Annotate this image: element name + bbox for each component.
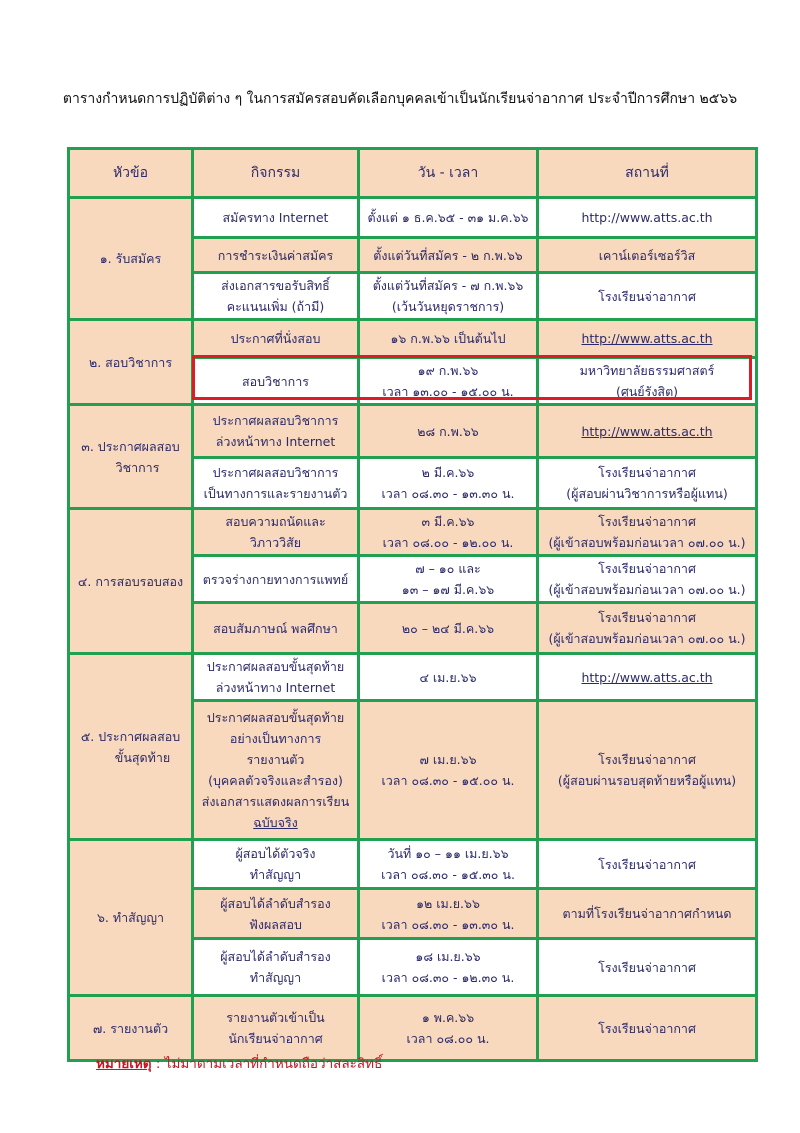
place-cell: โรงเรียนจ่าอากาศ (ผู้สอบผ่านวิชาการหรือผู้แทน): [538, 458, 757, 509]
topic-label: ๕. ประกาศผลสอบ: [80, 728, 181, 744]
date-cell: ๑๒ เม.ย.๖๖ เวลา ๐๘.๓๐ - ๑๓.๓๐ น.: [359, 889, 538, 939]
place-cell: โรงเรียนจ่าอากาศ: [538, 996, 757, 1061]
date-cell: ๓ มี.ค.๖๖ เวลา ๐๘.๐๐ - ๑๒.๐๐ น.: [359, 509, 538, 556]
date-cell: ตั้งแต่วันที่สมัคร - ๒ ก.พ.๖๖: [359, 238, 538, 273]
date-cell: ๑๖ ก.พ.๖๖ เป็นต้นไป: [359, 320, 538, 358]
note-separator: :: [151, 1056, 165, 1072]
activity-cell: รายงานตัวเข้าเป็น นักเรียนจ่าอากาศ: [193, 996, 359, 1061]
website-link[interactable]: http://www.atts.ac.th: [581, 669, 713, 685]
header-datetime: วัน - เวลา: [359, 149, 538, 198]
place-cell[interactable]: [538, 654, 757, 701]
header-place: สถานที่: [538, 149, 757, 198]
note-text: ไม่มาตามเวลาที่กำหนดถือว่าสละสิทธิ์: [164, 1056, 383, 1072]
table-row: [69, 320, 757, 358]
place-cell: โรงเรียนจ่าอากาศ (ผู้สอบผ่านรอบสุดท้ายหรือผู้แทน): [538, 701, 757, 840]
activity-cell: ผู้สอบได้ลำดับสำรอง ทำสัญญา: [193, 939, 359, 996]
date-cell: ตั้งแต่วันที่สมัคร - ๗ ก.พ.๖๖ (เว้นวันหยุดราชการ): [359, 273, 538, 320]
date-cell: ๗ – ๑๐ และ ๑๓ – ๑๗ มี.ค.๖๖: [359, 556, 538, 603]
header-row: [69, 149, 757, 198]
header-topic: หัวข้อ: [69, 149, 193, 198]
topic-label: ๗. รายงานตัว: [92, 1020, 169, 1036]
date-cell: ตั้งแต่ ๑ ธ.ค.๖๕ - ๓๑ ม.ค.๖๖: [359, 198, 538, 238]
activity-cell: ตรวจร่างกายทางการแพทย์: [193, 556, 359, 603]
topic-cell-2: [69, 320, 193, 405]
date-cell: ๒๘ ก.พ.๖๖: [359, 405, 538, 458]
place-cell: โรงเรียนจ่าอากาศ: [538, 273, 757, 320]
document-title: ตารางกำหนดการปฏิบัติต่าง ๆ ในการสมัครสอบคัดเลือกบุคคลเข้าเป็นนักเรียนจ่าอากาศ ประจำปีการศึกษา ๒๕๖๖: [62, 91, 738, 107]
website-link[interactable]: http://www.atts.ac.th: [581, 423, 713, 439]
place-cell[interactable]: [538, 405, 757, 458]
place-cell: โรงเรียนจ่าอากาศ (ผู้เข้าสอบพร้อมก่อนเวลา ๐๗.๐๐ น.): [538, 603, 757, 654]
activity-cell: ประกาศผลสอบขั้นสุดท้าย ล่วงหน้าทาง Internet: [193, 654, 359, 701]
date-cell: ๒๐ – ๒๔ มี.ค.๖๖: [359, 603, 538, 654]
topic-cell-4: [69, 509, 193, 654]
table-row: [69, 509, 757, 556]
topic-label: ๒. สอบวิชาการ: [88, 354, 173, 370]
date-cell: ๗ เม.ย.๖๖ เวลา ๐๘.๓๐ - ๑๕.๐๐ น.: [359, 701, 538, 840]
place-cell[interactable]: [538, 198, 757, 238]
website-link[interactable]: http://www.atts.ac.th: [581, 210, 713, 225]
topic-label: ๑. รับสมัคร: [99, 251, 162, 266]
activity-cell: สอบวิชาการ: [193, 358, 359, 405]
activity-cell: ประกาศที่นั่งสอบ: [193, 320, 359, 358]
topic-label: ๓. ประกาศผลสอบ: [81, 438, 180, 454]
topic-cell-1: [69, 198, 193, 320]
topic-cell-3: [69, 405, 193, 509]
activity-cell: ผู้สอบได้ตัวจริง ทำสัญญา: [193, 840, 359, 889]
activity-cell: ประกาศผลสอบวิชาการ ล่วงหน้าทาง Internet: [193, 405, 359, 458]
date-cell: ๒ มี.ค.๖๖ เวลา ๐๘.๓๐ - ๑๓.๓๐ น.: [359, 458, 538, 509]
activity-cell: การชำระเงินค่าสมัคร: [193, 238, 359, 273]
date-cell: ๑๘ เม.ย.๖๖ เวลา ๐๘.๓๐ - ๑๒.๓๐ น.: [359, 939, 538, 996]
topic-label: วิชาการ: [115, 459, 160, 475]
table-row: [69, 198, 757, 238]
topic-cell-6: [69, 840, 193, 996]
topic-label: ๖. ทำสัญญา: [96, 910, 165, 925]
place-cell: โรงเรียนจ่าอากาศ (ผู้เข้าสอบพร้อมก่อนเวลา ๐๗.๐๐ น.): [538, 556, 757, 603]
date-cell: ๔ เม.ย.๖๖: [359, 654, 538, 701]
footnote: [96, 1052, 382, 1074]
activity-cell: สอบความถนัดและ วิภาววิสัย: [193, 509, 359, 556]
activity-cell: ประกาศผลสอบขั้นสุดท้าย อย่างเป็นทางการ รายงานตัว (บุคคลตัวจริงและสำรอง) ส่งเอกสารแสดงผลการเรียน ฉบับจริง: [193, 701, 359, 840]
activity-cell: ประกาศผลสอบวิชาการ เป็นทางการและรายงานตัว: [193, 458, 359, 509]
table-row: [69, 654, 757, 701]
place-cell: โรงเรียนจ่าอากาศ: [538, 939, 757, 996]
place-cell[interactable]: [538, 320, 757, 358]
place-cell: เคาน์เตอร์เซอร์วิส: [538, 238, 757, 273]
note-label: หมายเหตุ: [96, 1056, 152, 1072]
place-cell: มหาวิทยาลัยธรรมศาสตร์ (ศูนย์รังสิต): [538, 358, 757, 405]
topic-label: ๔. การสอบรอบสอง: [77, 573, 184, 589]
table-row: [69, 405, 757, 458]
activity-cell: สอบสัมภาษณ์ พลศึกษา: [193, 603, 359, 654]
date-cell: วันที่ ๑๐ – ๑๑ เม.ย.๖๖ เวลา ๐๘.๓๐ - ๑๕.๓๐ น.: [359, 840, 538, 889]
activity-cell: ส่งเอกสารขอรับสิทธิ์ คะแนนเพิ่ม (ถ้ามี): [193, 273, 359, 320]
header-activity: กิจกรรม: [193, 149, 359, 198]
activity-cell: สมัครทาง Internet: [193, 198, 359, 238]
activity-cell: ผู้สอบได้ลำดับสำรอง ฟังผลสอบ: [193, 889, 359, 939]
place-cell: โรงเรียนจ่าอากาศ: [538, 840, 757, 889]
date-cell: ๑๙ ก.พ.๖๖ เวลา ๑๓.๐๐ - ๑๕.๐๐ น.: [359, 358, 538, 405]
table-row: [69, 996, 757, 1061]
table-row: [69, 840, 757, 889]
place-cell: โรงเรียนจ่าอากาศ (ผู้เข้าสอบพร้อมก่อนเวลา ๐๗.๐๐ น.): [538, 509, 757, 556]
topic-cell-5: [69, 654, 193, 840]
website-link[interactable]: http://www.atts.ac.th: [581, 331, 713, 346]
topic-label: ขั้นสุดท้าย: [114, 749, 171, 765]
schedule-table: [67, 147, 758, 1062]
topic-cell-7: [69, 996, 193, 1061]
date-cell: ๑ พ.ค.๖๖ เวลา ๐๘.๐๐ น.: [359, 996, 538, 1061]
place-cell: ตามที่โรงเรียนจ่าอากาศกำหนด: [538, 889, 757, 939]
